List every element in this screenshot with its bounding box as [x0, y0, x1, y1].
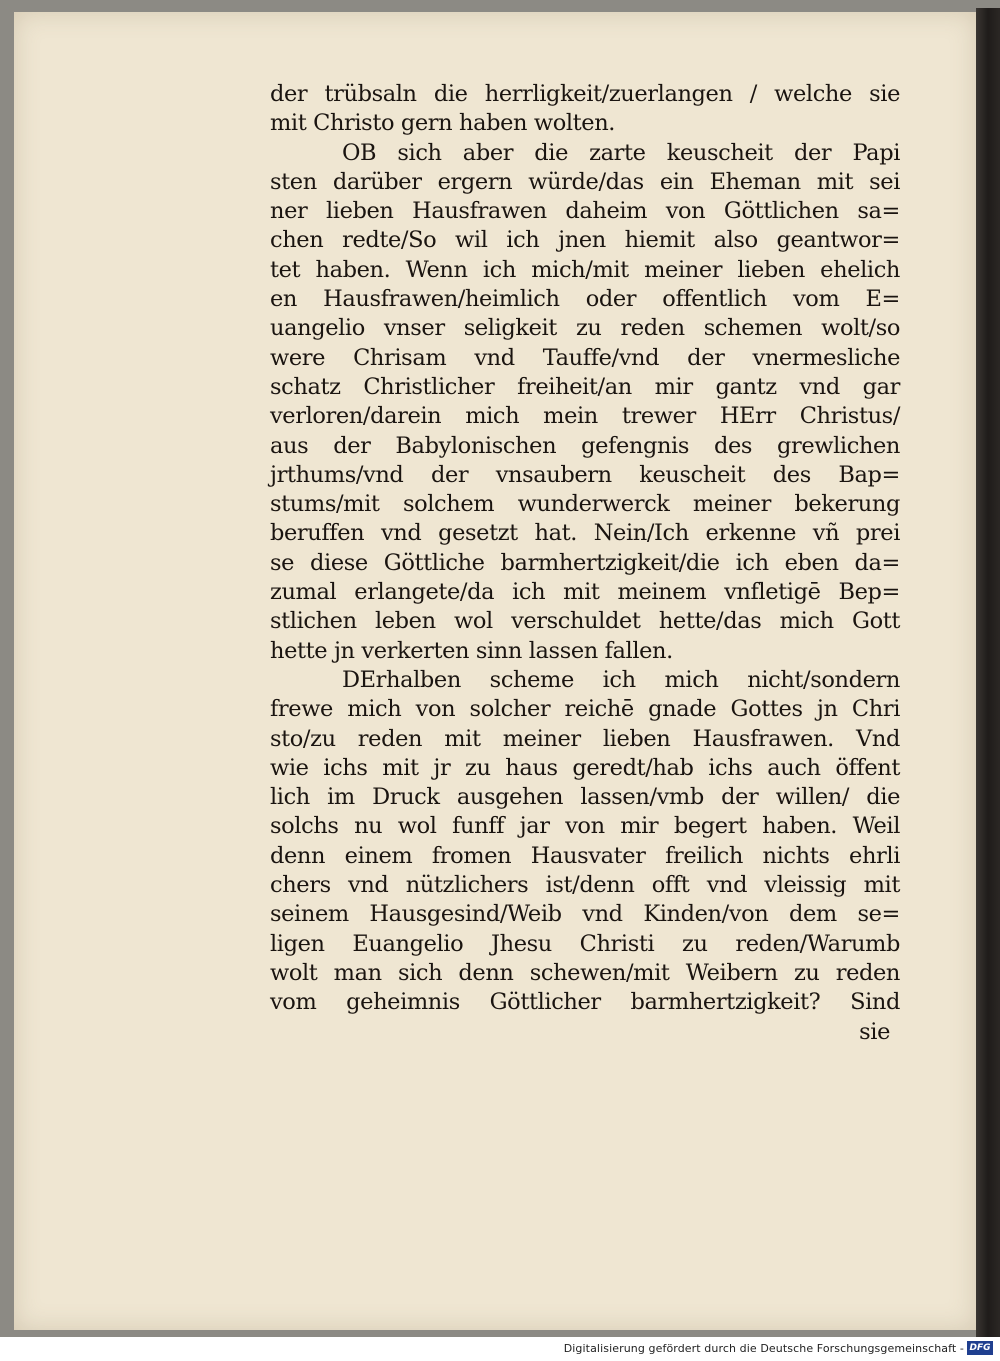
text-line: wie ichs mit jr zu haus geredt/hab ichs auch öffent: [270, 754, 900, 781]
text-line: mit Christo gern haben wolten.: [270, 110, 616, 137]
text-line: aus der Babylonischen gefengnis des grewlichen: [270, 432, 900, 459]
page-text-block: [270, 80, 900, 1047]
text-line: schatz Christlicher freiheit/an mir gantz vnd gar: [270, 373, 900, 400]
paragraph-start-line: DErhalben scheme ich mich nicht/sondern: [342, 666, 900, 693]
text-line: stums/mit solchem wunderwerck meiner bekerung: [270, 491, 900, 518]
text-line: en Hausfrawen/heimlich oder offentlich vom E=: [270, 286, 900, 313]
text-line: ner lieben Hausfrawen daheim von Göttlichen sa=: [270, 198, 900, 225]
text-line: ligen Euangelio Jhesu Christi zu reden/Warumb: [270, 930, 900, 957]
text-line: seinem Hausgesind/Weib vnd Kinden/von dem se=: [270, 901, 900, 928]
text-line: sto/zu reden mit meiner lieben Hausfrawen. Vnd: [270, 725, 900, 752]
paragraph-start-line: OB sich aber die zarte keuscheit der Papi: [342, 139, 900, 166]
text-line: hette jn verkerten sinn lassen fallen.: [270, 637, 673, 664]
text-line: lich im Druck ausgehen lassen/vmb der willen/ die: [270, 784, 900, 811]
text-line: zumal erlangete/da ich mit meinem vnfletigē Bep=: [270, 579, 900, 606]
text-line: were Chrisam vnd Tauffe/vnd der vnermesliche: [270, 344, 900, 371]
text-line: sten darüber ergern würde/das ein Eheman mit sei: [270, 168, 900, 195]
text-line: denn einem fromen Hausvater freilich nichts ehrli: [270, 842, 900, 869]
dfg-logo: DFG: [967, 1341, 993, 1355]
text-line: vom geheimnis Göttlicher barmhertzigkeit? Sind: [270, 989, 900, 1016]
text-line: der trübsaln die herrligkeit/zuerlangen / welche sie: [270, 81, 900, 107]
book-spine-shadow: [976, 8, 1000, 1337]
catchword: sie: [859, 1018, 890, 1045]
text-line: verloren/darein mich mein trewer HErr Christus/: [270, 403, 900, 430]
text-line: frewe mich von solcher reichē gnade Gottes jn Chri: [270, 696, 900, 723]
text-line: solchs nu wol funff jar von mir begert haben. Weil: [270, 813, 900, 840]
text-line: jrthums/vnd der vnsaubern keuscheit des Bap=: [270, 461, 900, 488]
text-line: uangelio vnser seligkeit zu reden schemen wolt/so: [270, 315, 900, 342]
text-line: wolt man sich denn schewen/mit Weibern zu reden: [270, 959, 900, 986]
funding-credit: Digitalisierung gefördert durch die Deutsche Forschungsgemeinschaft -: [563, 1342, 964, 1355]
text-line: se diese Göttliche barmhertzigkeit/die ich eben da=: [270, 549, 900, 576]
text-line: tet haben. Wenn ich mich/mit meiner lieben ehelich: [270, 256, 900, 283]
text-line: stlichen leben wol verschuldet hette/das mich Gott: [270, 608, 900, 635]
text-line: chers vnd nützlichers ist/denn offt vnd vleissig mit: [270, 872, 900, 899]
text-line: beruffen vnd gesetzt hat. Nein/Ich erkenne vñ prei: [270, 520, 900, 547]
text-line: chen redte/So wil ich jnen hiemit also geantwor=: [270, 227, 900, 254]
